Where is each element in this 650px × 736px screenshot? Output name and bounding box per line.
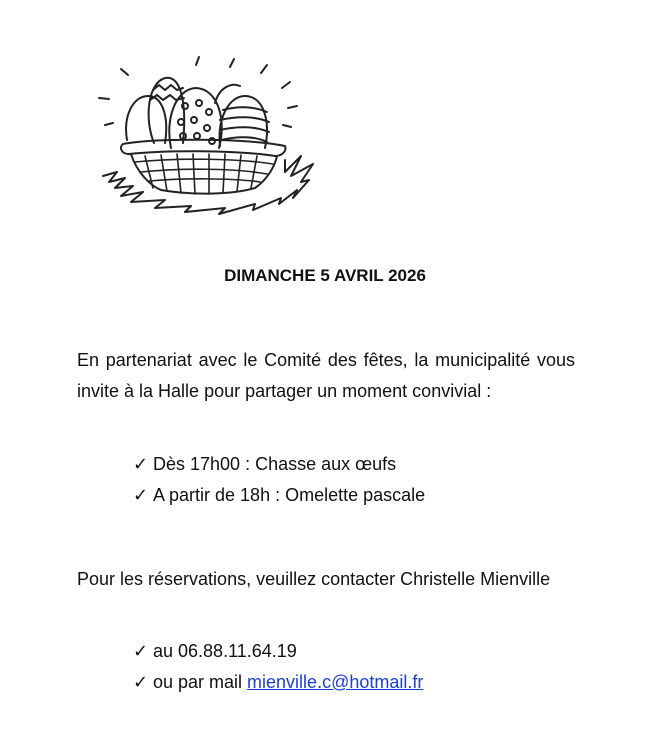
checkmark-icon: ✓ — [133, 485, 149, 505]
phone-text: au 06.88.11.64.19 — [153, 641, 297, 661]
checkmark-icon: ✓ — [133, 641, 149, 661]
program-item-text: Dès 17h00 : Chasse aux œufs — [153, 454, 397, 474]
email-link[interactable]: mienville.c@hotmail.fr — [247, 672, 424, 692]
reservation-paragraph: Pour les réservations, veuillez contacter Christelle Mienville — [77, 569, 551, 589]
list-item — [133, 480, 425, 511]
mail-prefix: ou par mail — [153, 672, 248, 692]
easter-eggs-basket-icon — [95, 48, 320, 218]
basket-rim — [121, 140, 285, 156]
list-item — [133, 636, 423, 667]
checkmark-icon: ✓ — [133, 672, 149, 692]
contact-list — [133, 636, 423, 698]
intro-paragraph: En partenariat avec le Comité des fêtes, la municipalité vous invite à la Halle pour partager un moment convivial : — [77, 350, 575, 401]
rays — [99, 57, 297, 127]
list-item — [133, 449, 425, 480]
egg-left — [126, 96, 166, 143]
egg-back — [215, 85, 240, 103]
program-item-text: A partir de 18h : Omelette pascale — [153, 485, 426, 505]
program-list — [133, 449, 425, 511]
checkmark-icon: ✓ — [133, 454, 149, 474]
event-date-heading: DIMANCHE 5 AVRIL 2026 — [224, 266, 426, 285]
list-item — [133, 667, 423, 698]
